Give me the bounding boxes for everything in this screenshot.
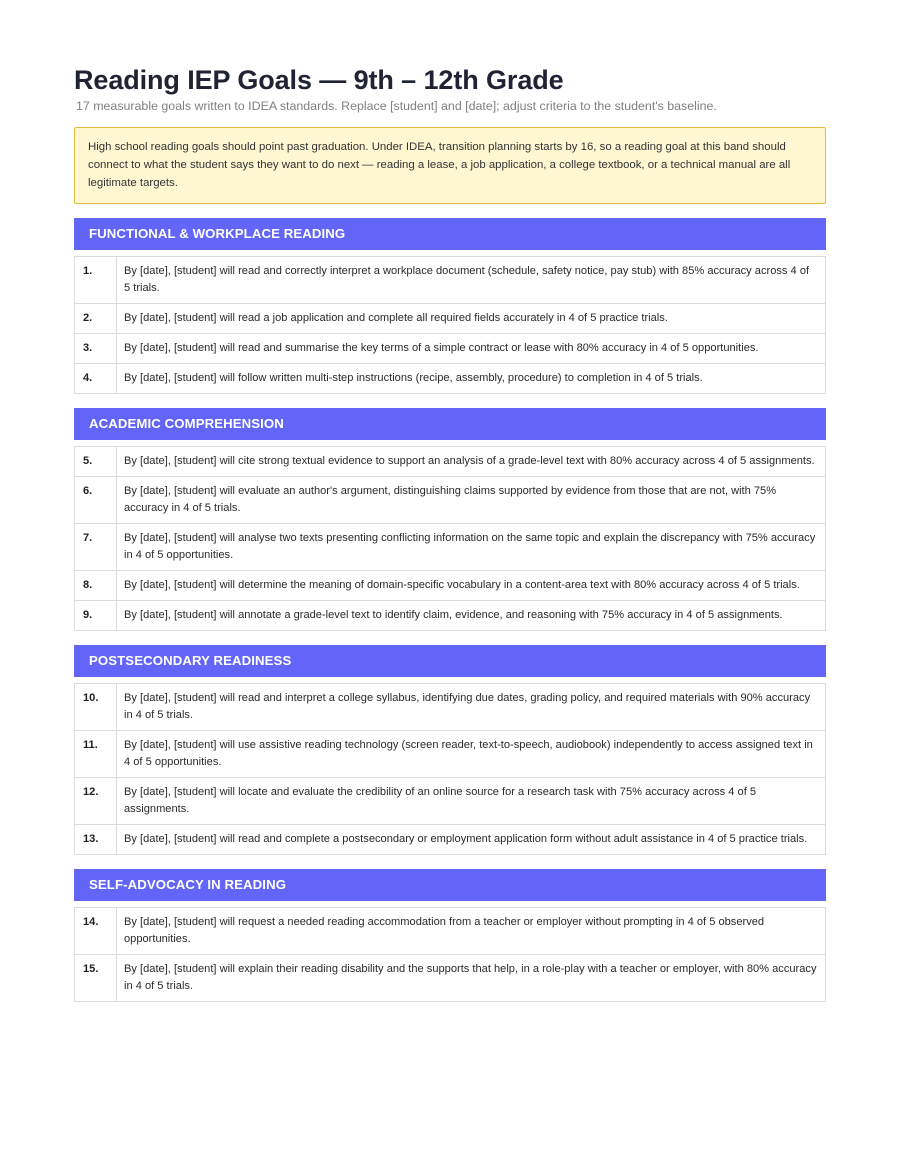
goal-text: By [date], [student] will read and interpret a college syllabus, identifying due dates, grading policy, and required materials with 90% accuracy in 4 of 5 trials.	[117, 684, 826, 731]
goal-number: 5.	[75, 447, 117, 477]
section-header: SELF-ADVOCACY IN READING	[74, 869, 826, 901]
goal-number: 2.	[75, 304, 117, 334]
section-header: FUNCTIONAL & WORKPLACE READING	[74, 218, 826, 250]
goal-row	[75, 601, 826, 631]
goal-text: By [date], [student] will annotate a grade-level text to identify claim, evidence, and reasoning with 75% accuracy in 4 of 5 assignments.	[117, 601, 826, 631]
goal-row	[75, 334, 826, 364]
goal-text: By [date], [student] will read and correctly interpret a workplace document (schedule, safety notice, pay stub) with 85% accuracy across 4 of 5 trials.	[117, 257, 826, 304]
goal-number: 14.	[75, 908, 117, 955]
goal-row	[75, 778, 826, 825]
goals-table	[74, 256, 826, 394]
goal-number: 12.	[75, 778, 117, 825]
goal-text: By [date], [student] will use assistive reading technology (screen reader, text-to-speech, audiobook) independently to access assigned text in 4 of 5 opportunities.	[117, 731, 826, 778]
goal-text: By [date], [student] will request a needed reading accommodation from a teacher or employer without prompting in 4 of 5 observed opportunities.	[117, 908, 826, 955]
goal-text: By [date], [student] will locate and evaluate the credibility of an online source for a research task with 75% accuracy across 4 of 5 assignments.	[117, 778, 826, 825]
transition-note: High school reading goals should point past graduation. Under IDEA, transition planning starts by 16, so a reading goal at this band should connect to what the student says they want to do next — reading a lease, a job application, a college textbook, or a technical manual are all legitimate targets.	[74, 127, 826, 204]
goal-text: By [date], [student] will explain their reading disability and the supports that help, in a role-play with a teacher or employer, with 80% accuracy in 4 of 5 trials.	[117, 955, 826, 1002]
goal-text: By [date], [student] will read and summarise the key terms of a simple contract or lease with 80% accuracy in 4 of 5 opportunities.	[117, 334, 826, 364]
goal-number: 1.	[75, 257, 117, 304]
goal-number: 6.	[75, 477, 117, 524]
goal-sections	[74, 218, 826, 1002]
goal-number: 9.	[75, 601, 117, 631]
goal-text: By [date], [student] will read and complete a postsecondary or employment application form without adult assistance in 4 of 5 practice trials.	[117, 825, 826, 855]
goal-text: By [date], [student] will determine the meaning of domain-specific vocabulary in a content-area text with 80% accuracy across 4 of 5 trials.	[117, 571, 826, 601]
page-subtitle: 17 measurable goals written to IDEA standards. Replace [student] and [date]; adjust criteria to the student's baseline.	[76, 99, 717, 113]
goal-section	[74, 645, 826, 855]
section-header: POSTSECONDARY READINESS	[74, 645, 826, 677]
goal-number: 4.	[75, 364, 117, 394]
goal-number: 3.	[75, 334, 117, 364]
goal-row	[75, 447, 826, 477]
goal-row	[75, 955, 826, 1002]
goal-row	[75, 684, 826, 731]
goal-number: 10.	[75, 684, 117, 731]
goal-number: 13.	[75, 825, 117, 855]
goal-number: 7.	[75, 524, 117, 571]
goal-text: By [date], [student] will read a job application and complete all required fields accurately in 4 of 5 practice trials.	[117, 304, 826, 334]
page-title: Reading IEP Goals — 9th – 12th Grade	[74, 65, 564, 95]
goal-text: By [date], [student] will analyse two texts presenting conflicting information on the same topic and explain the discrepancy with 75% accuracy in 4 of 5 opportunities.	[117, 524, 826, 571]
section-header: ACADEMIC COMPREHENSION	[74, 408, 826, 440]
goal-row	[75, 731, 826, 778]
goals-table	[74, 446, 826, 631]
goal-row	[75, 364, 826, 394]
goal-section	[74, 408, 826, 631]
goals-table	[74, 907, 826, 1002]
goal-number: 15.	[75, 955, 117, 1002]
goal-row	[75, 825, 826, 855]
goal-row	[75, 571, 826, 601]
goal-row	[75, 477, 826, 524]
goal-row	[75, 304, 826, 334]
goal-number: 8.	[75, 571, 117, 601]
goal-row	[75, 524, 826, 571]
goal-text: By [date], [student] will cite strong textual evidence to support an analysis of a grade-level text with 80% accuracy across 4 of 5 assignments.	[117, 447, 826, 477]
document-page	[74, 64, 826, 1002]
goal-text: By [date], [student] will evaluate an author's argument, distinguishing claims supported by evidence from those that are not, with 75% accuracy in 4 of 5 trials.	[117, 477, 826, 524]
goals-table	[74, 683, 826, 855]
goal-section	[74, 869, 826, 1002]
goal-text: By [date], [student] will follow written multi-step instructions (recipe, assembly, procedure) to completion in 4 of 5 trials.	[117, 364, 826, 394]
goal-row	[75, 908, 826, 955]
goal-number: 11.	[75, 731, 117, 778]
goal-section	[74, 218, 826, 394]
goal-row	[75, 257, 826, 304]
